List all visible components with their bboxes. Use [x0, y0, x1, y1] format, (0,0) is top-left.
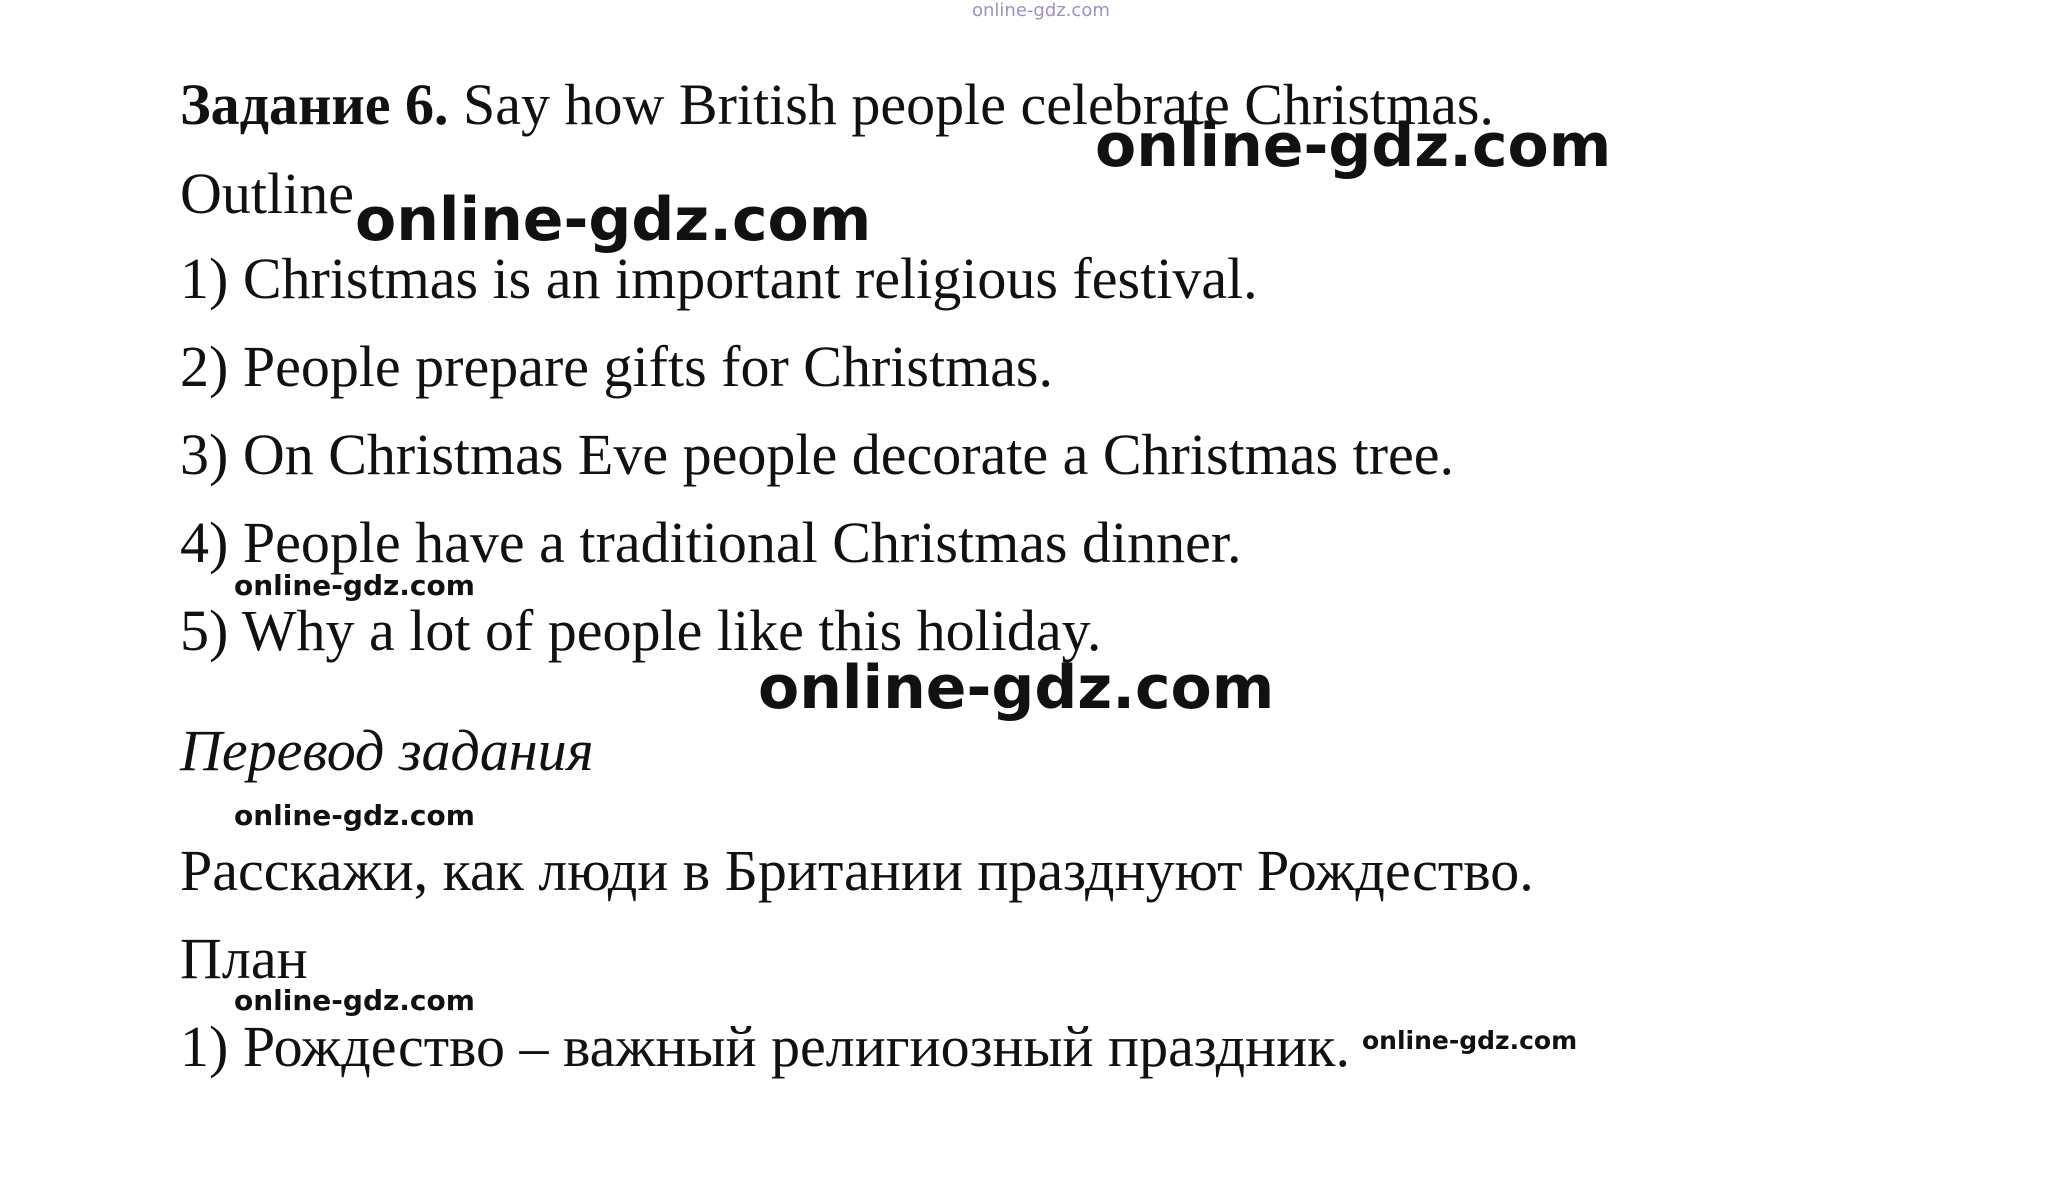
- watermark: online-gdz.com: [355, 185, 872, 255]
- plan-item: 1) Рождество – важный религиозный праздник.: [180, 1014, 1350, 1079]
- outline-item: 5) Why a lot of people like this holiday.: [180, 598, 1102, 663]
- task-instruction: Say how British people celebrate Christmas.: [463, 72, 1494, 137]
- watermark: online-gdz.com: [758, 653, 1275, 723]
- outline-item: 3) On Christmas Eve people decorate a Christmas tree.: [180, 422, 1454, 487]
- watermark: online-gdz.com: [234, 984, 475, 1017]
- watermark: online-gdz.com: [234, 569, 475, 602]
- outline-heading: Outline: [180, 161, 354, 226]
- task-label: Задание 6.: [180, 72, 449, 137]
- watermark-top: online-gdz.com: [972, 0, 1110, 21]
- outline-item: 1) Christmas is an important religious festival.: [180, 246, 1258, 311]
- watermark: online-gdz.com: [1362, 1026, 1578, 1055]
- watermark: online-gdz.com: [234, 799, 475, 832]
- outline-item: 2) People prepare gifts for Christmas.: [180, 334, 1054, 399]
- plan-heading: План: [180, 926, 308, 991]
- outline-item: 4) People have a traditional Christmas dinner.: [180, 510, 1242, 575]
- translation-instruction: Расскажи, как люди в Британии празднуют Рождество.: [180, 838, 1534, 903]
- translation-heading: Перевод задания: [180, 718, 594, 783]
- watermark: online-gdz.com: [1095, 111, 1612, 181]
